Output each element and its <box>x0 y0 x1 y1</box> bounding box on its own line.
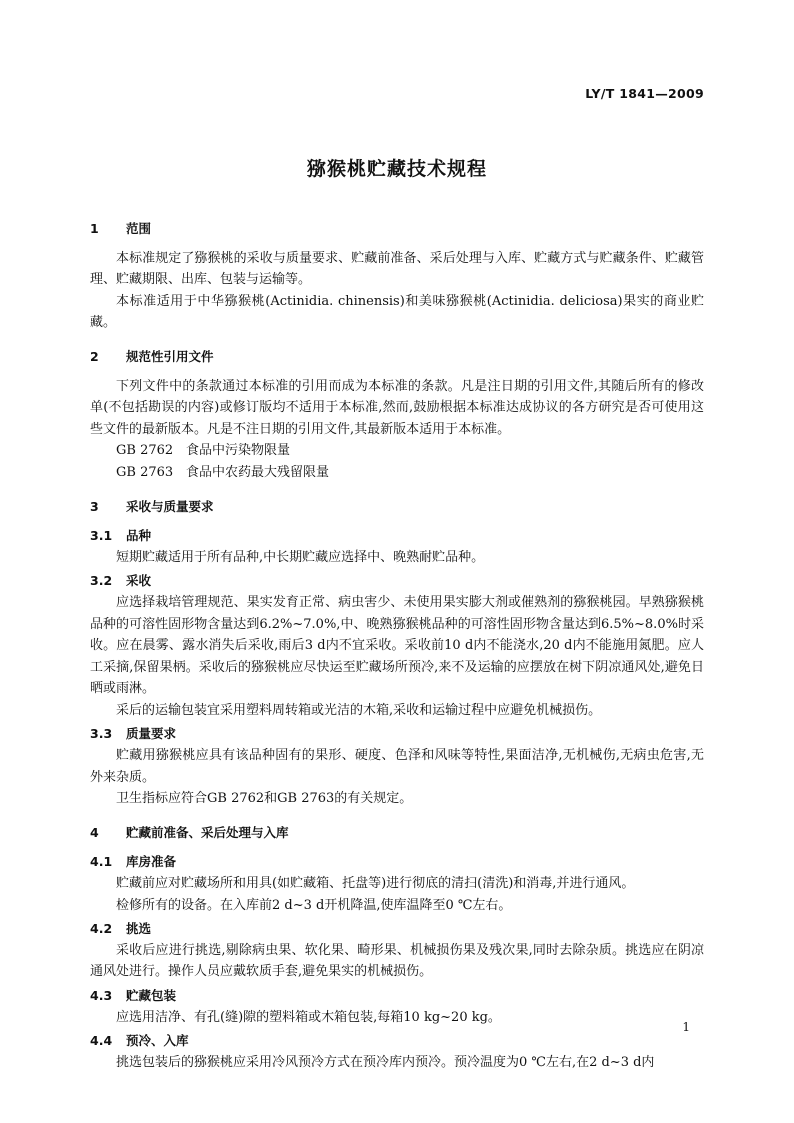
section-heading-2 <box>90 346 704 368</box>
paragraph: 采收后应进行挑选,剔除病虫果、软化果、畸形果、机械损伤果及残次果,同时去除杂质。挑选应在阴凉通风处进行。操作人员应戴软质手套,避免果实的机械损伤。 <box>90 942 704 980</box>
paragraph: 贮藏用猕猴桃应具有该品种固有的果形、硬度、色泽和风味等特性,果面洁净,无机械伤,无病虫危害,无外来杂质。 <box>90 748 704 785</box>
section-number: 2 <box>90 348 99 364</box>
subsection-heading-4-3 <box>90 985 704 1007</box>
reference-item <box>90 440 704 462</box>
section-heading-4 <box>90 822 704 844</box>
page-number: 1 <box>682 1020 690 1034</box>
paragraph: 短期贮藏适用于所有品种,中长期贮藏应选择中、晚熟耐贮品种。 <box>116 549 485 565</box>
section-number: 3 <box>90 498 99 514</box>
subsection-number: 4.1 <box>90 854 113 870</box>
paragraph: 本标准适用于中华猕猴桃(Actinidia. chinensis)和美味猕猴桃(Actinidia. deliciosa)果实的商业贮藏。 <box>90 293 704 331</box>
paragraph: 检修所有的设备。在入库前2 d~3 d开机降温,使库温降至0 ℃左右。 <box>116 897 512 913</box>
section-number: 4 <box>90 824 99 840</box>
paragraph: 应选择栽培管理规范、果实发育正常、病虫害少、未使用果实膨大剂或催熟剂的猕猴桃园。早熟猕猴桃品种的可溶性固形物含量达到6.2%~7.0%,中、晚熟猕猴桃品种的可溶性固形物含量达到6.5%~8.0%时采收。应在晨雾、露水消失后采收,雨后3 d内不宜采收。采收前10 d内不能浇水,20 d内不能施用氮肥。应人工采摘,保留果柄。采收后的猕猴桃应尽快运至贮藏场所预冷,来不及运输的应摆放在树下阴凉通风处,避免日晒或雨淋。 <box>90 594 704 697</box>
paragraph: 本标准规定了猕猴桃的采收与质量要求、贮藏前准备、采后处理与入库、贮藏方式与贮藏条件、贮藏管理、贮藏期限、出库、包装与运输等。 <box>90 250 704 288</box>
section-title: 贮藏前准备、采后处理与入库 <box>126 824 289 840</box>
section-title: 采收与质量要求 <box>126 498 214 514</box>
reference-code: GB 2763 <box>116 464 174 480</box>
subsection-number: 4.2 <box>90 921 113 937</box>
subsection-title: 品种 <box>126 528 152 544</box>
reference-code: GB 2762 <box>116 443 174 459</box>
subsection-heading-4-4 <box>90 1030 704 1052</box>
paragraph: 挑选包装后的猕猴桃应采用冷风预冷方式在预冷库内预冷。预冷温度为0 ℃左右,在2 d~3 d内 <box>116 1054 655 1070</box>
subsection-heading-3-1 <box>90 525 704 547</box>
section-heading-3 <box>90 496 704 518</box>
document-title: 猕猴桃贮藏技术规程 <box>306 158 487 180</box>
subsection-title: 采收 <box>126 573 152 589</box>
paragraph: 下列文件中的条款通过本标准的引用而成为本标准的条款。凡是注日期的引用文件,其随后所有的修改单(不包括勘误的内容)或修订版均不适用于本标准,然而,鼓励根据本标准达成协议的各方研究是否可使用这些文件的最新版本。凡是不注日期的引用文件,其最新版本适用于本标准。 <box>90 378 704 437</box>
paragraph: 卫生指标应符合GB 2762和GB 2763的有关规定。 <box>116 791 413 807</box>
subsection-title: 贮藏包装 <box>126 988 177 1003</box>
subsection-title: 预冷、入库 <box>126 1033 189 1049</box>
section-title: 范围 <box>126 221 152 236</box>
subsection-number: 3.1 <box>90 528 113 544</box>
paragraph: 采后的运输包装宜采用塑料周转箱或光洁的木箱,采收和运输过程中应避免机械损伤。 <box>116 702 602 718</box>
paragraph: 应选用洁净、有孔(缝)隙的塑料箱或木箱包装,每箱10 kg~20 kg。 <box>116 1009 501 1025</box>
subsection-title: 质量要求 <box>126 726 177 742</box>
subsection-heading-4-2 <box>90 918 704 940</box>
subsection-heading-3-3 <box>90 723 704 745</box>
standard-code: LY/T 1841—2009 <box>585 86 704 101</box>
section-number: 1 <box>90 221 99 236</box>
subsection-number: 3.3 <box>90 726 113 742</box>
subsection-number: 4.4 <box>90 1033 113 1049</box>
subsection-title: 库房准备 <box>126 854 177 870</box>
reference-name: 食品中污染物限量 <box>186 443 291 459</box>
subsection-heading-4-1 <box>90 851 704 873</box>
subsection-heading-3-2 <box>90 570 704 592</box>
paragraph: 贮藏前应对贮藏场所和用具(如贮藏箱、托盘等)进行彻底的清扫(清洗)和消毒,并进行通风。 <box>116 876 635 892</box>
reference-item <box>90 462 704 484</box>
section-title: 规范性引用文件 <box>126 348 214 364</box>
section-heading-1 <box>90 218 704 240</box>
reference-name: 食品中农药最大残留限量 <box>186 464 330 480</box>
subsection-number: 3.2 <box>90 573 113 589</box>
subsection-number: 4.3 <box>90 988 113 1003</box>
subsection-title: 挑选 <box>126 921 152 937</box>
document-body <box>90 218 704 1073</box>
